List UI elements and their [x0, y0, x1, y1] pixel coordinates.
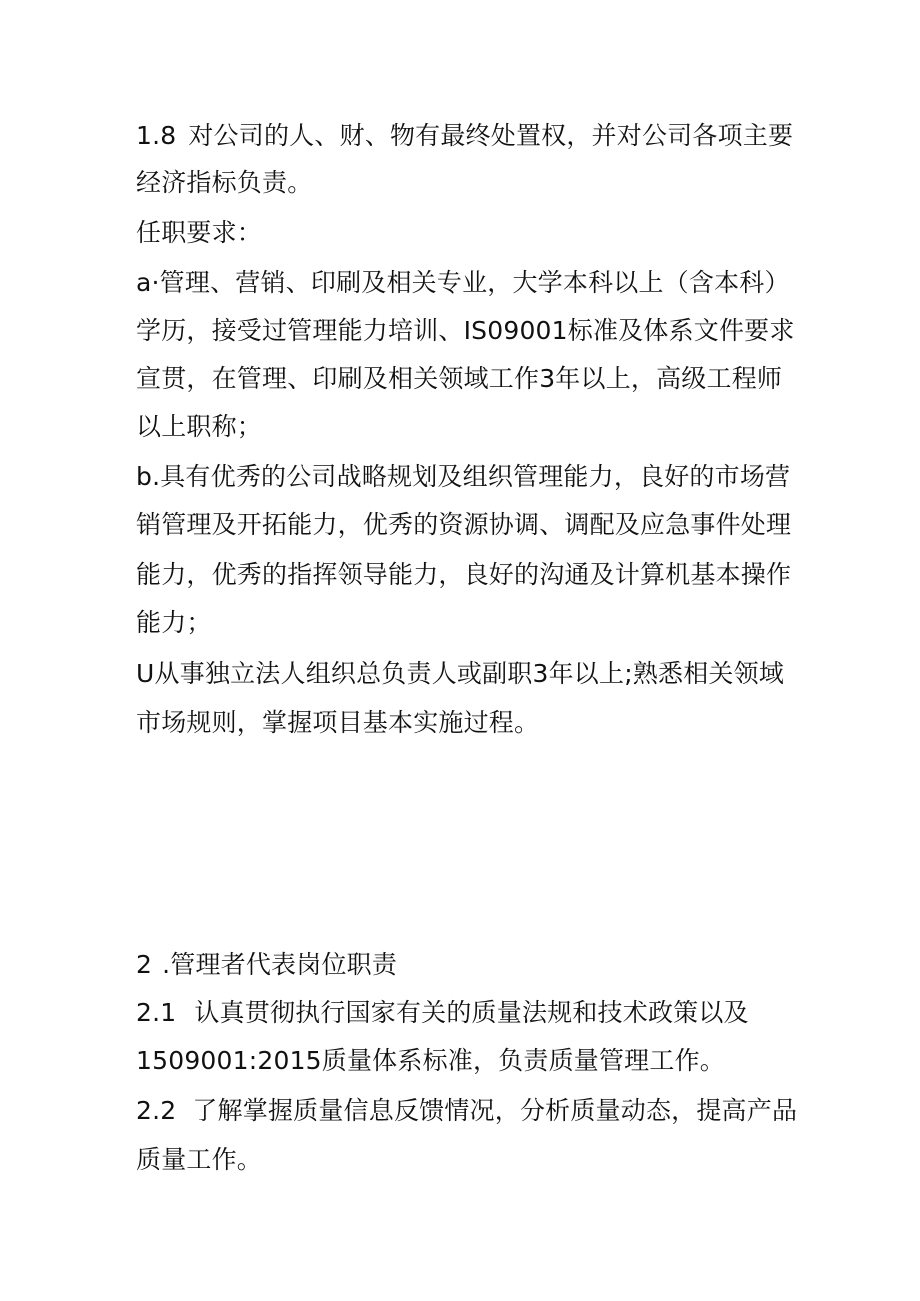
- requirement-b-line-4: 能力；: [136, 608, 212, 637]
- requirement-b-line-3: 能力，优秀的指挥领导能力，良好的沟通及计算机基本操作: [136, 560, 792, 589]
- requirements-heading: 任职要求：: [136, 218, 263, 247]
- section-2-heading: [136, 950, 796, 980]
- requirement-a-line-4: 以上职称；: [136, 412, 263, 441]
- item-number: 2.2: [136, 1096, 177, 1125]
- item-number: 2.1: [136, 998, 177, 1027]
- requirement-b-line-1: b.具有优秀的公司战略规划及组织管理能力，良好的市场营: [136, 462, 791, 491]
- section-number: 2: [136, 950, 153, 979]
- requirement-a-line-2: 学历，接受过管理能力培训、IS09001标准及体系文件要求: [136, 316, 795, 345]
- requirement-c-line-1: U从事独立法人组织总负责人或副职3年以上;熟悉相关领域: [136, 659, 785, 688]
- section-title: .管理者代表岗位职责: [162, 950, 398, 979]
- requirement-c-line-2: 市场规则，掌握项目基本实施过程。: [136, 708, 540, 737]
- item-number: 1.8: [136, 121, 177, 150]
- item-text: 了解掌握质量信息反馈情况，分析质量动态，提高产品: [192, 1096, 798, 1125]
- requirement-a-line-3: 宣贯，在管理、印刷及相关领域工作3年以上，高级工程师: [136, 364, 783, 393]
- item-2-1-line-1: [136, 998, 796, 1028]
- item-2-2-line-2: 质量工作。: [136, 1145, 263, 1174]
- item-2-1-line-2: 1509001:2015质量体系标准，负责质量管理工作。: [136, 1046, 725, 1075]
- item-1-8-line-2: 经济指标负责。: [136, 168, 313, 197]
- requirement-b-line-2: 销管理及开拓能力，优秀的资源协调、调配及应急事件处理: [136, 510, 792, 539]
- requirement-a-line-1: a·管理、营销、印刷及相关专业，大学本科以上（含本科）: [136, 268, 790, 297]
- item-1-8-line-1: [136, 121, 796, 151]
- item-text: 对公司的人、财、物有最终处置权，并对公司各项主要: [188, 121, 794, 150]
- item-2-2-line-1: [136, 1096, 796, 1126]
- item-text: 认真贯彻执行国家有关的质量法规和技术政策以及: [194, 998, 749, 1027]
